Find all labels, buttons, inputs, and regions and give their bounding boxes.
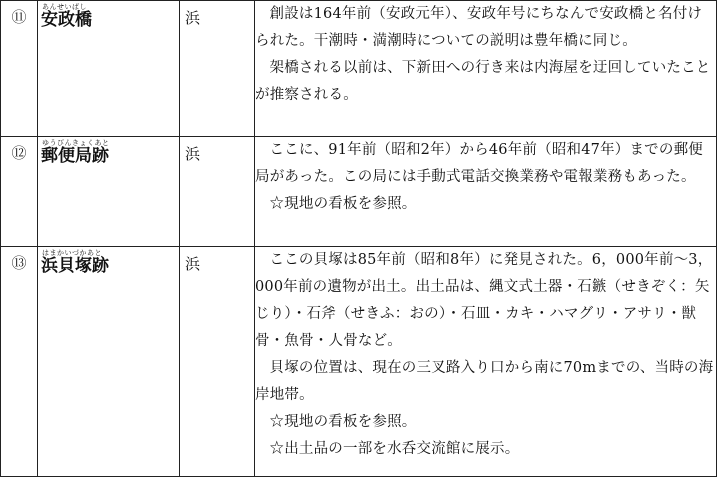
site-name-ruby: ゆうびんきょくあと — [42, 139, 110, 147]
description-paragraph: 架橋される以前は、下新田への行き来は内海屋を迂回していたことが推察される。 — [255, 60, 711, 103]
area-cell — [180, 1, 255, 137]
area-label: 浜 — [185, 145, 201, 163]
row-number-cell — [1, 137, 38, 247]
site-name: 浜貝塚跡 — [41, 256, 109, 276]
area-label: 浜 — [185, 255, 201, 273]
row-number: ⑪ — [11, 8, 27, 26]
description-cell — [255, 247, 717, 477]
description-paragraph: 創設は164年前（安政元年）、安政年号にちなんで安政橋と名付けられた。干潮時・満潮時についての説明は豊年橋に同じ。 — [255, 6, 703, 49]
site-name-ruby: はまかいづかあと — [42, 249, 102, 257]
table-row — [1, 247, 717, 477]
row-number: ⑫ — [11, 144, 27, 162]
description-paragraph: ここの貝塚は85年前（昭和8年）に発見された。6，000年前～3，000年前の遺物が出土。出土品は、縄文式土器・石鏃（せきぞく：矢じり）・石斧（せきふ：おの）・石皿・カキ・ハマグリ・アサリ・獣骨・魚骨・人骨など。 — [255, 252, 713, 349]
description-note: ☆現地の看板を参照。 — [269, 414, 417, 430]
description-note: ☆現地の看板を参照。 — [269, 196, 417, 212]
site-name-cell — [38, 1, 180, 137]
site-name-ruby: あんせいばし — [42, 3, 87, 11]
site-name: 安政橋 — [41, 10, 92, 30]
description-paragraph: ここに、91年前（昭和2年）から46年前（昭和47年）までの郵便局があった。この局には手動式電話交換業務や電報業務もあった。 — [255, 142, 703, 185]
table-row — [1, 137, 717, 247]
description-cell — [255, 137, 717, 247]
site-name: 郵便局跡 — [41, 146, 109, 166]
description-note: ☆出土品の一部を水呑交流館に展示。 — [269, 441, 520, 457]
description-paragraph: 貝塚の位置は、現在の三叉路入り口から南に70mまでの、当時の海岸地帯。 — [255, 360, 714, 403]
table-row — [1, 1, 717, 137]
description-cell — [255, 1, 717, 137]
row-number: ⑬ — [11, 254, 27, 272]
site-name-cell — [38, 137, 180, 247]
area-cell — [180, 247, 255, 477]
site-name-cell — [38, 247, 180, 477]
area-cell — [180, 137, 255, 247]
row-number-cell — [1, 247, 38, 477]
row-number-cell — [1, 1, 38, 137]
area-label: 浜 — [185, 9, 201, 27]
